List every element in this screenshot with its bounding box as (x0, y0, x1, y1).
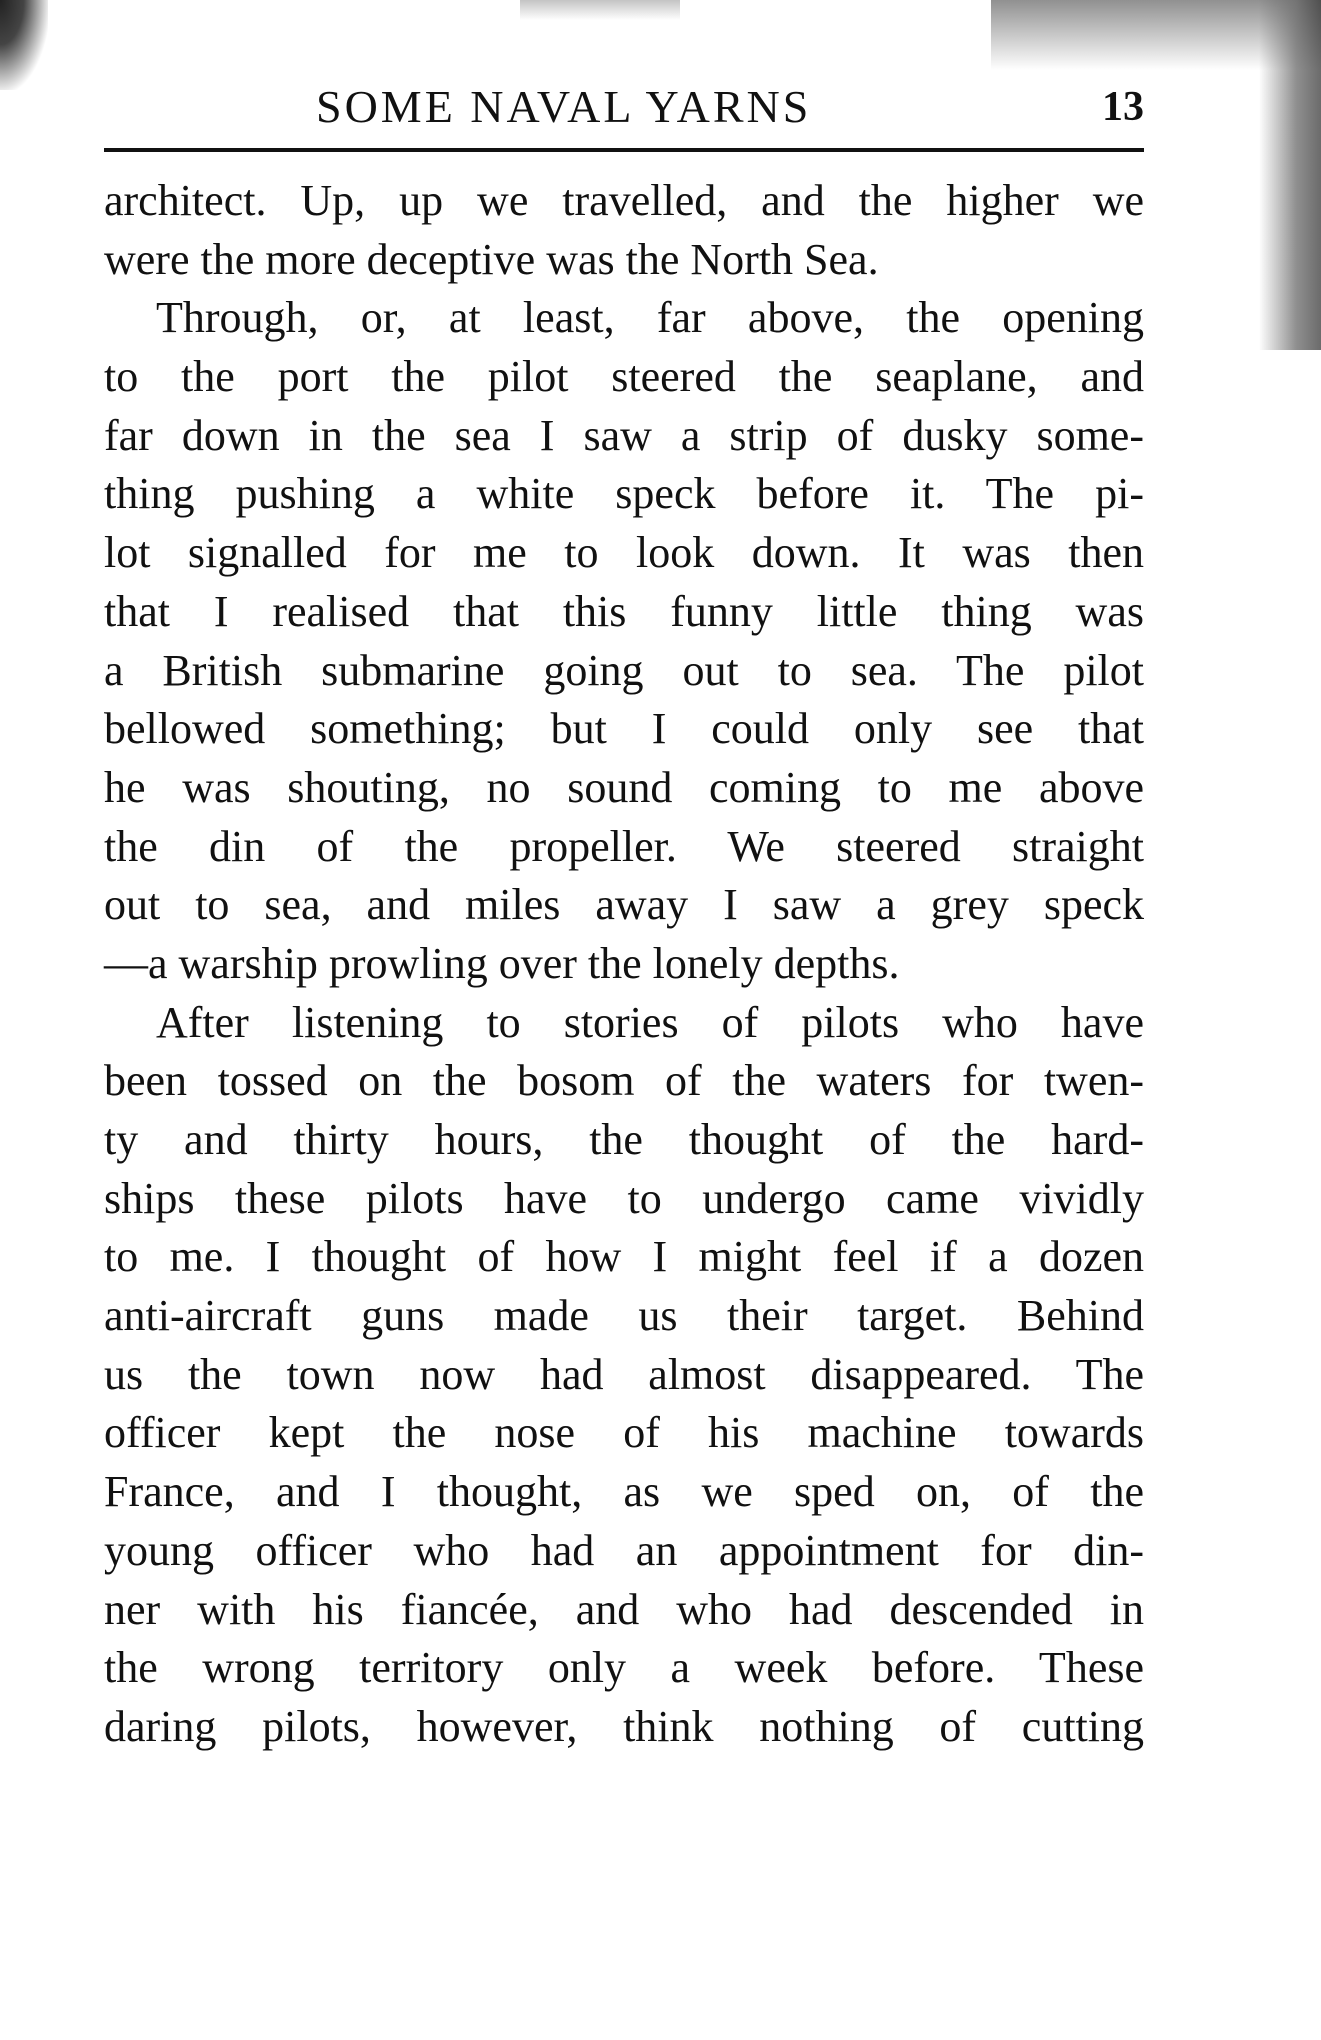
scan-shadow-right-edge (1259, 0, 1321, 350)
text-line: lot signalled for me to look down. It was then (104, 528, 1144, 578)
text-line: were the more deceptive was the North Sea. (104, 234, 879, 284)
scan-shadow-top-left (0, 0, 48, 90)
text-line: us the town now had almost disappeared. The (104, 1349, 1144, 1399)
text-line: ships these pilots have to undergo came vividly (104, 1173, 1144, 1223)
text-line: the din of the propeller. We steered straight (104, 821, 1144, 871)
text-line: anti-aircraft guns made us their target. Behind (104, 1291, 1144, 1341)
text-line: far down in the sea I saw a strip of dusky some- (104, 410, 1144, 460)
text-line: ty and thirty hours, the thought of the hard- (104, 1115, 1144, 1164)
text-line: thing pushing a white speck before it. The pi- (104, 469, 1144, 519)
text-line: Through, or, at least, far above, the opening (156, 293, 1144, 343)
text-line: architect. Up, up we travelled, and the higher we (104, 176, 1144, 225)
text-line: to the port the pilot steered the seaplane, and (104, 352, 1144, 402)
text-line: a British submarine going out to sea. The pilot (104, 645, 1144, 695)
text-line: young officer who had an appointment for din- (104, 1525, 1144, 1575)
text-line: that I realised that this funny little thing was (104, 586, 1144, 636)
running-head (104, 72, 1144, 142)
text-line: out to sea, and miles away I saw a grey speck (104, 880, 1144, 930)
body-text (104, 172, 1144, 1757)
text-line: the wrong territory only a week before. These (104, 1643, 1144, 1693)
running-title: SOME NAVAL YARNS (316, 81, 812, 132)
text-line: bellowed something; but I could only see that (104, 704, 1144, 754)
text-line: ner with his fiancée, and who had descended in (104, 1584, 1144, 1634)
text-line: —a warship prowling over the lonely depths. (104, 938, 900, 988)
text-line: officer kept the nose of his machine towards (104, 1408, 1144, 1458)
scan-shadow-top-center (520, 0, 680, 20)
text-line: to me. I thought of how I might feel if a dozen (104, 1232, 1144, 1282)
text-line: been tossed on the bosom of the waters for twen- (104, 1056, 1144, 1106)
text-line: After listening to stories of pilots who have (156, 997, 1144, 1047)
text-line: he was shouting, no sound coming to me above (104, 762, 1144, 812)
page-number: 13 (1102, 84, 1144, 130)
text-line: France, and I thought, as we sped on, of the (104, 1467, 1144, 1517)
header-rule (104, 148, 1144, 152)
text-line: daring pilots, however, think nothing of cutting (104, 1701, 1144, 1751)
